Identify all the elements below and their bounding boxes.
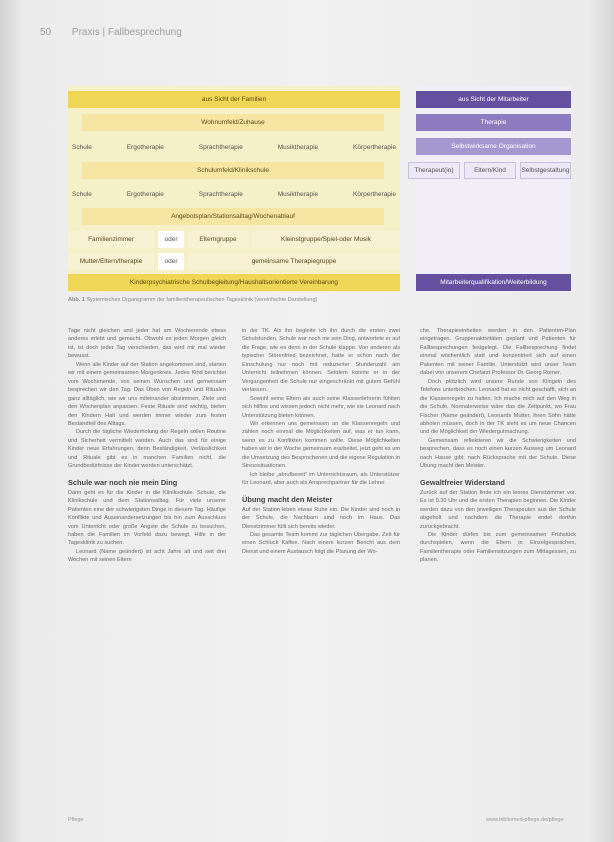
row1-item: Ergotherapie <box>126 144 164 151</box>
row1-item: Sprachtherapie <box>198 144 243 151</box>
subheading: Schule war noch nie mein Ding <box>68 477 178 487</box>
therapeut-box: Therapeut(in) <box>408 162 460 179</box>
therapy-row-1 <box>72 144 396 151</box>
paragraph: Sowohl seine Eltern als auch seine Klassenlehrerin fühlten sich hilflos und wissen jedoch nicht mehr, wie sie Leonard nach Unterstützung bieten können. <box>242 395 400 419</box>
paragraph: Das gesamte Team kommt zur täglichen Übergabe. Zeit für einen Schluck Kaffee. Nach einem kurzen Bericht aus dem Dienst und einem Austausch folgt die Planung der Wo- <box>242 531 400 555</box>
qualifikation-bar: Mitarbeiterqualifikation/Weiterbildung <box>416 274 571 291</box>
paragraph: Die Kinder dürfen bis zum gemeinsamen Frühstück durchspielen, wenn die Eltern in Einzelgesprächen, Familientherapie oder Familiensitzungen zum Mittagessen, zu planen. <box>420 531 576 564</box>
subheading: Gewaltfreier Widerstand <box>420 477 505 487</box>
therapiegruppe-box: gemeinsame Therapiegruppe <box>188 253 400 270</box>
row2-item: Ergotherapie <box>126 191 164 198</box>
paragraph: Gemeinsam reflektieren wir die Schwierigkeiten und besprechen, dass es noch einen kurzen Ausweg um Leonard nach Hause gibt, nach Rücksprache mit der Schule. Diese Übung macht den Meister. <box>420 437 576 470</box>
familienzimmer-box: Familienzimmer <box>68 231 154 248</box>
organisation-bar: Selbstwirksame Organisation <box>416 138 571 155</box>
therapy-row-2 <box>72 191 396 198</box>
wochenplan-bar: Angebotsplan/Stationsalltag/Wochenablauf <box>82 208 384 225</box>
column-3 <box>420 327 576 565</box>
therapie-bar: Therapie <box>416 114 571 131</box>
row2-item: Sprachtherapie <box>198 191 243 198</box>
paragraph: che. Therapieeinheiten werden in den Patienten-Plan eingetragen. Gruppenaktivitäten geplant und Patienten für Fallbesprechungen festgelegt. Die Fallbesprechung findet einmal wöchentlich statt und konzentriert sich auf einen Patienten mit seiner Familie. Unterstützt wird unser Team dabei von unserem Chefarzt Professor Dr. Georg Romer. <box>420 328 576 377</box>
paragraph: in der TK. Als ihn begleite ich ihn durch die ersten zwei Schulstunden. Schule war noch nie sein Ding, antwortete er auf die Frage, wie es denn in der Schule klappe. Von anderen als typischer Störenfried bezeichnet, hatte er schon nach der Einschulung nur noch mit reduzierter Stundenzahl am Unterricht teilnehmen können. Seitdem konnte er in der Vergangenheit die Schule nur eingeschränkt mit gutem Gefühl verlassen. <box>242 328 400 394</box>
caption-label: Abb. 1 <box>68 297 85 303</box>
kleinstgruppe-box: Kleinstgruppe/Spiel-oder Musik <box>252 231 400 248</box>
oder-label: oder <box>158 231 184 248</box>
staff-title-bar: aus Sicht der Mitarbeiter <box>416 91 571 108</box>
paragraph: Wir erkennen uns gemeinsam an die Klassenregeln und zählen noch einmal die Möglichkeiten auf, was er tun kann, wenn es zu Konflikten kommen sollte. Diese Möglichkeiten haben wir in der Woche gemeinsam erarbeitet, jetzt geht es um die Umsetzung des Besprochenen und die eigene Regulation in Stresssituationen. <box>242 420 400 470</box>
footer-right: www.bibliomed-pflege.de/pflege <box>486 817 564 823</box>
organigram-figure <box>68 86 571 292</box>
running-header <box>40 27 182 38</box>
oder-label-2: oder <box>158 253 184 270</box>
row2-item: Musiktherapie <box>277 191 319 198</box>
page-number: 50 <box>40 27 52 38</box>
column-1 <box>68 327 226 565</box>
paragraph: Wenn alle Kinder auf der Station angekommen sind, starten wir mit einem gemeinsamen Morgenkreis. Jedes Kind berichtet vom Wochenende, von seinen Wünschen und gemeinsam besprechen wir den Tag. Das Üben von Regeln und Ritualen ganz alltäglich, wie wir uns miteinander abstimmen, Ziele und den Wochenplan anpassen. Feste Rituale sind wichtig, bieten den Kindern Halt und werden immer wieder zum festen Bestandteil des Alltags. <box>68 361 226 427</box>
section-title: Praxis | Fallbesprechung <box>71 27 182 38</box>
eltern-kind-box: Eltern/Kind <box>464 162 516 179</box>
column-2 <box>242 327 400 556</box>
paragraph: Dann geht es für die Kinder in die Klinikschule. Schule, die Klinikschule und dem Stationsalltag. Für viele unserer Patienten eine der schwierigsten Dinge in diesem Tag. Häufige Konflikte und Auseinandersetzungen bis hin zum Ausschluss vom Unterricht oder große Ängste die Schule zu besuchen, haben die Familien im Vorfeld dazu bewegt, Hilfe in der Tagesklinik zu suchen. <box>68 489 226 547</box>
paragraph: Tage nicht gleichen und jeder hat am Wochenende etwas anderes erlebt und gemacht. Obwohl es jeden Morgen gleich ist, ist doch jeder Tag verschieden, das wird mir mal wieder bewusst. <box>68 328 226 360</box>
figure-caption <box>68 297 317 303</box>
selbstgestaltung-box: Selbstgestaltung <box>520 162 571 179</box>
row1-item: Körpertherapie <box>352 144 396 151</box>
family-title-bar: aus Sicht der Familien <box>68 91 400 108</box>
caption-text: Systemisches Organigramm der familientherapeutischen Tagesklinik (vereinfachte Darstellung) <box>86 297 318 303</box>
paragraph: Auf der Station leben etwas Ruhe ein. Die Kinder sind noch in der Schule, die Nachbarn sind noch im Haus. Das Dienstzimmer füllt sich bereits wieder. <box>242 506 400 530</box>
paragraph: Durch die tägliche Wiederholung der Regeln sollen Routine und Sicherheit vermittelt werden. Auch das sind für einige Kinder neue Erfahrungen, denn Beständigkeit, Verlässlichkeit und Rituale gibt es in manchen Familien nicht, die Grundbedürfnisse der Kinder werden unterschätzt. <box>68 429 226 470</box>
wohnumfeld-bar: Wohnumfeld/Zuhause <box>82 114 384 131</box>
subheading: Übung macht den Meister <box>242 494 333 504</box>
row2-item: Schule <box>72 191 92 198</box>
row1-item: Musiktherapie <box>277 144 319 151</box>
paragraph: Zurück auf der Station finde ich ein leeres Dienstzimmer vor. Es ist 9.30 Uhr und die ersten Therapien beginnen. Die Kinder werden dazu von den jeweiligen Therapeuten aus der Schule abgeholt und nachdem die Therapie endet dorthin zurückgebracht. <box>420 489 576 530</box>
footer-left: Pflege <box>68 817 84 823</box>
schulbegleitung-bar: Kinderpsychiatrische Schulbegleitung/Haushaltsorientierte Vereinbarung <box>68 274 400 291</box>
row2-item: Körpertherapie <box>352 191 396 198</box>
paragraph: Leonard (Name geändert) ist acht Jahre alt und seit drei Wochen mit seinen Eltern <box>68 548 226 564</box>
elterntherapie-box: Mutter/Eltern/therapie <box>68 253 154 270</box>
elterngruppe-box: Elterngruppe <box>188 231 248 248</box>
schulumfeld-bar: Schulumfeld/Klinikschule <box>82 162 384 179</box>
paragraph: Doch plötzlich wird unsere Runde von Klingeln des Telefons unterbrochen. Leonard hat es nicht geschafft, sich an die Klassenregeln zu halten. Ich mache mich auf den Weg in die Schule. Normalerweise wäre das die Zeitpunkt, wo Frau Fischer (Name geändert), Leonards Mutter, ihren Sohn hätte abholen müssen, doch in der TK sieht es um neue Chancen und die Möglichkeit der Wiedergutmachung. <box>420 378 576 436</box>
paragraph: Ich bleibe „abrufbereit“ im Unterrichtsraum, als Unterstützer für Leonard, aber auch als Ansprechpartner für die Lehrer. <box>242 471 400 487</box>
row1-item: Schule <box>72 144 92 151</box>
